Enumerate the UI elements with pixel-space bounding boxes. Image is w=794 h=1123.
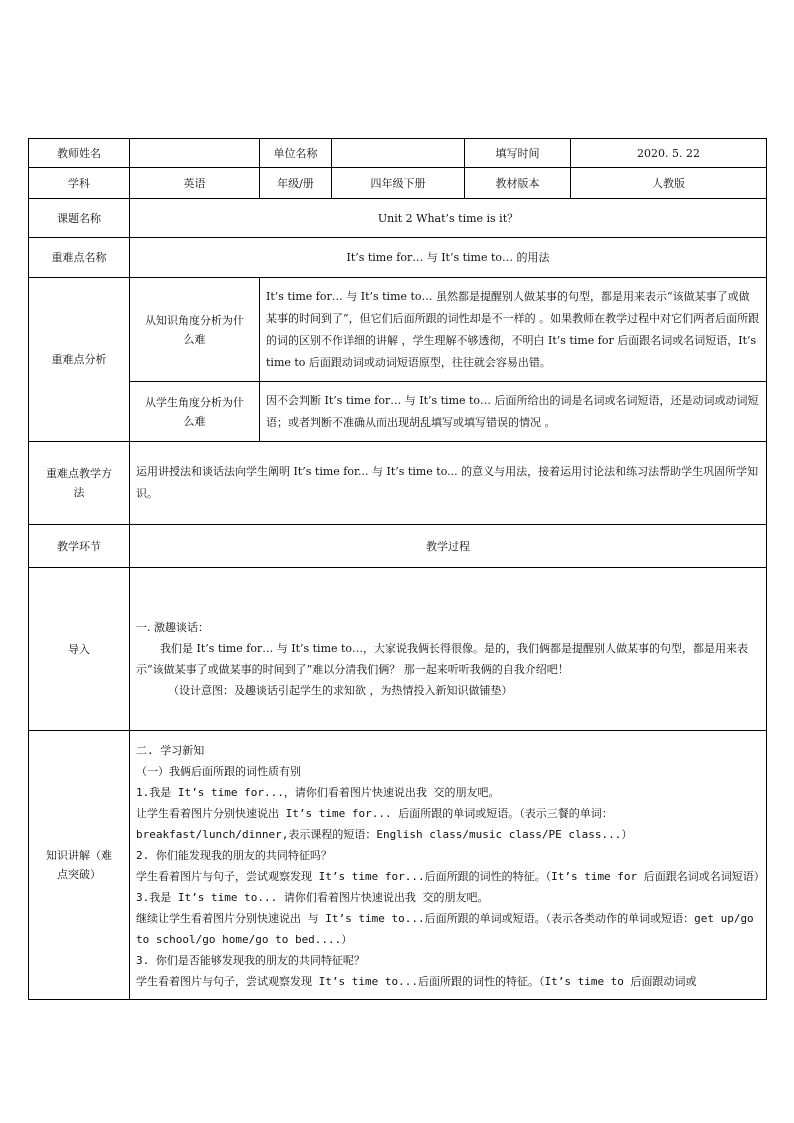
key-point-row: [29, 238, 767, 278]
date-label: 填写时间: [465, 139, 571, 168]
lesson-plan-table: [28, 138, 767, 1000]
method-label: 重难点教学方法: [29, 442, 130, 525]
intro-title: 一. 激趣谈话：: [136, 621, 209, 634]
knowledge-label: 从知识角度分析为什么难: [130, 278, 260, 382]
key-point-value: It’s time for… 与 It’s time to… 的用法: [130, 238, 767, 278]
lecture-line: 3.我是 It’s time to... 请你们看着图片快速说出我 交的朋友吧。: [136, 890, 489, 904]
lecture-line: 3. 你们是否能够发现我的朋友的共同特征呢？: [136, 953, 365, 967]
header-row-2: [29, 168, 767, 199]
student-text: 因不会判断 It’s time for… 与 It’s time to… 后面所给出的词是名词或名词短语，还是动词或动词短语；或者判断不准确从而出现胡乱填写或填写错误的情况 。: [260, 382, 767, 442]
textbook-label: 教材版本: [465, 168, 571, 199]
topic-row: [29, 199, 767, 238]
intro-paragraph: 我们是 It’s time for… 与 It’s time to…，大家说我俩长得很像。是的，我们俩都是提醒别人做某事的句型，都是用来表示“该做某事了或做某事的时间到了”难以分清我们俩？ 那一起来听听我俩的自我介绍吧！: [136, 642, 749, 676]
textbook-value: 人教版: [571, 168, 767, 199]
analysis-row-knowledge: [29, 278, 767, 382]
intro-design-note: （设计意图：及趣谈话引起学生的求知欲 ，为热情投入新知识做铺垫）: [168, 684, 513, 697]
lecture-line: 2. 你们能发现我的朋友的共同特征吗？: [136, 848, 332, 862]
unit-value: [332, 139, 465, 168]
lecture-line: 学生看着图片与句子，尝试观察发现 It’s time for...后面所跟的词性的特征。（It’s time for 后面跟名词或名词短语）: [136, 869, 765, 883]
teacher-value: [130, 139, 260, 168]
intro-label: 导入: [29, 568, 130, 731]
grade-label: 年级/册: [260, 168, 332, 199]
key-point-label: 重难点名称: [29, 238, 130, 278]
process-header-label: 教学环节: [29, 525, 130, 568]
method-row: [29, 442, 767, 525]
grade-value: 四年级下册: [332, 168, 465, 199]
lecture-line: 继续让学生看着图片分别快速说出 与 It’s time to...后面所跟的单词或短语。（表示各类动作的单词或短语：get up/go to school/go home/go to bed....）: [136, 911, 754, 946]
lecture-line: 二. 学习新知: [136, 743, 205, 757]
intro-content: [130, 568, 767, 731]
lecture-content: [130, 731, 767, 1000]
process-header-value: 教学过程: [130, 525, 767, 568]
subject-value: 英语: [130, 168, 260, 199]
unit-label: 单位名称: [260, 139, 332, 168]
lecture-line: 学生看着图片与句子，尝试观察发现 It’s time to...后面所跟的词性的特征。（It’s time to 后面跟动词或: [136, 974, 697, 988]
teacher-label: 教师姓名: [29, 139, 130, 168]
topic-value: Unit 2 What’s time is it？: [130, 199, 767, 238]
date-value: 2020. 5. 22: [571, 139, 767, 168]
process-header-row: [29, 525, 767, 568]
subject-label: 学科: [29, 168, 130, 199]
analysis-row-student: [29, 382, 767, 442]
lecture-label: 知识讲解（难点突破）: [29, 731, 130, 1000]
intro-row: [29, 568, 767, 731]
analysis-label: 重难点分析: [29, 278, 130, 442]
lecture-line: 让学生看着图片分别快速说出 It’s time for... 后面所跟的单词或短语。（表示三餐的单词：breakfast/lunch/dinner,表示课程的短语：English class/music class/PE class...）: [136, 806, 633, 841]
lecture-line: 1.我是 It’s time for...，请你们看着图片快速说出我 交的朋友吧。: [136, 785, 500, 799]
topic-label: 课题名称: [29, 199, 130, 238]
lecture-line: （一）我俩后面所跟的词性质有别: [136, 764, 301, 778]
lecture-row: [29, 731, 767, 1000]
header-row-1: [29, 139, 767, 168]
knowledge-text: It’s time for… 与 It’s time to… 虽然都是提醒别人做某事的句型，都是用来表示“该做某事了或做某事的时间到了”，但它们后面所跟的词性却是不一样的 。如果教师在教学过程中对它们两者后面所跟的词的区别不作详细的讲解 ，学生理解不够透彻，不明白 It’s time for 后面跟名词或名词短语，It’s time to 后面跟动词或动词短语原型，往往就会容易出错。: [260, 278, 767, 382]
method-text: 运用讲授法和谈话法向学生阐明 It’s time for... 与 It’s time to... 的意义与用法，接着运用讨论法和练习法帮助学生巩固所学知识。: [130, 442, 767, 525]
student-label: 从学生角度分析为什么难: [130, 382, 260, 442]
